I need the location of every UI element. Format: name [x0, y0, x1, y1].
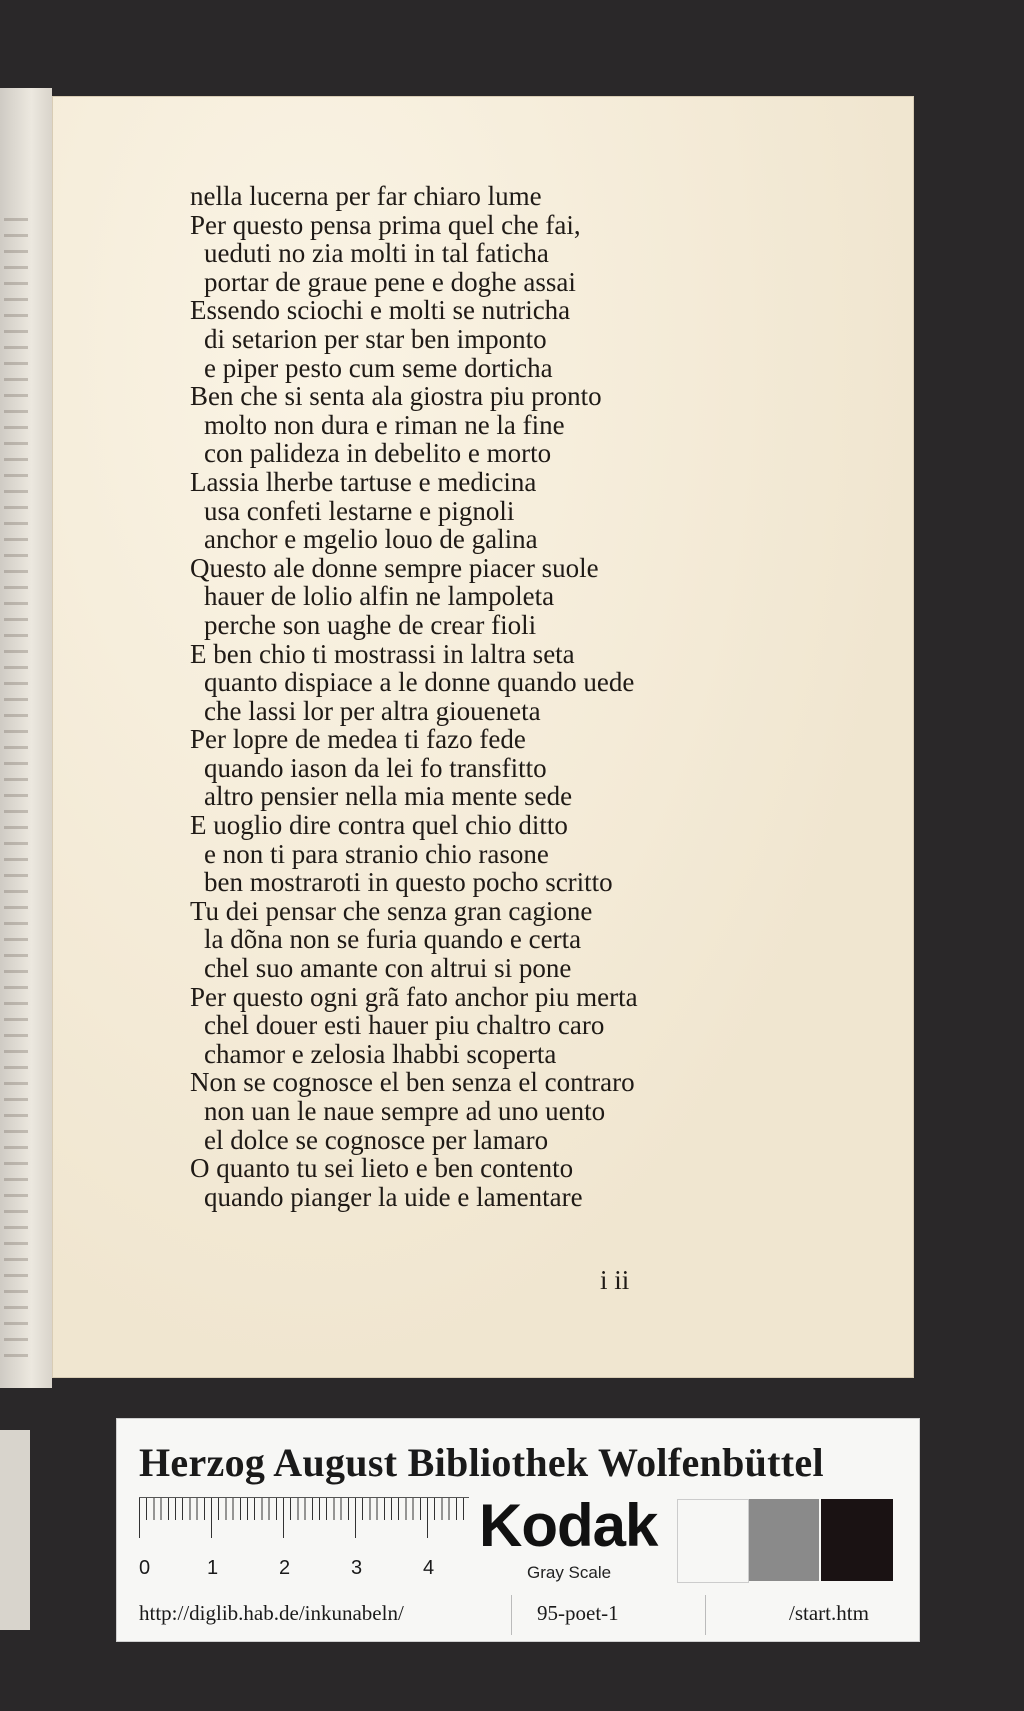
text-line: anchor e mgelio louo de galina [204, 524, 538, 555]
gray-swatch [749, 1499, 819, 1581]
text-line: molto non dura e riman ne la fine [204, 409, 565, 440]
ruler-number: 4 [423, 1557, 435, 1579]
text-line: quanto dispiace a le donne quando uede [204, 667, 635, 698]
signature-mark: i ii [600, 1265, 630, 1295]
ruler [139, 1497, 469, 1548]
text-line: hauer de lolio alfin ne lampoleta [204, 581, 555, 612]
left-page-text-shadow [4, 218, 28, 1368]
divider [705, 1595, 706, 1635]
text-line: ben mostraroti in questo pocho scritto [204, 867, 613, 898]
kodak-logo: Kodak [479, 1492, 658, 1559]
text-line: Lassia lherbe tartuse e medicina [190, 466, 537, 497]
text-line: ueduti no zia molti in tal faticha [204, 238, 549, 269]
text-line: el dolce se cognosce per lamaro [204, 1124, 549, 1155]
ruler-tick [211, 1498, 212, 1538]
text-line: la dõna non se furia quando e certa [204, 924, 582, 955]
text-line: con palideza in debelito e morto [204, 438, 552, 469]
text-line: nella lucerna per far chiaro lume [190, 181, 542, 211]
text-line: Per questo pensa prima quel che fai, [190, 209, 581, 240]
gray-scale-label: Gray Scale [527, 1563, 612, 1582]
text-line: quando iason da lei fo transfitto [204, 752, 547, 783]
url-left: http://diglib.hab.de/inkunabeln/ [139, 1601, 404, 1625]
text-line: usa confeti lestarne e pignoli [204, 495, 515, 526]
text-line: portar de graue pene e doghe assai [204, 266, 576, 297]
text-line: non uan le naue sempre ad uno uento [204, 1096, 606, 1126]
divider [511, 1595, 512, 1635]
text-line: chel suo amante con altrui si pone [204, 953, 572, 984]
url-right: /start.htm [789, 1601, 869, 1625]
text-line: Tu dei pensar che senza gran cagione [190, 895, 593, 926]
ruler-number: 1 [207, 1557, 219, 1579]
ruler-tick [283, 1498, 284, 1538]
ruler-number: 2 [279, 1557, 291, 1579]
white-swatch [677, 1499, 749, 1583]
text-line: e non ti para stranio chio rasone [204, 838, 549, 869]
text-line: Per questo ogni grã fato anchor piu merta [190, 981, 638, 1012]
poem-text [190, 182, 710, 1211]
left-page-edge [0, 88, 52, 1388]
ruler-tick [355, 1498, 356, 1538]
calibration-card [116, 1418, 920, 1642]
text-line: chel douer esti hauer piu chaltro caro [204, 1010, 605, 1041]
url-middle: 95-poet-1 [537, 1601, 619, 1625]
ruler-number: 0 [139, 1557, 151, 1579]
text-line: O quanto tu sei lieto e ben contento [190, 1153, 574, 1184]
text-line: di setarion per star ben imponto [204, 323, 547, 354]
text-line: quando pianger la uide e lamentare [204, 1181, 583, 1212]
library-title: Herzog August Bibliothek Wolfenbüttel [139, 1440, 824, 1485]
text-line: e piper pesto cum seme dorticha [204, 352, 553, 383]
text-line: Essendo sciochi e molti se nutricha [190, 295, 571, 326]
text-line: Non se cognosce el ben senza el contraro [190, 1067, 635, 1098]
text-line: che lassi lor per altra gioueneta [204, 695, 541, 726]
ruler-tick [139, 1498, 140, 1538]
black-swatch [821, 1499, 893, 1581]
text-line: Ben che si senta ala giostra piu pronto [190, 381, 602, 412]
text-line: Questo ale donne sempre piacer suole [190, 552, 599, 583]
ruler-number: 3 [351, 1557, 363, 1579]
text-line: E ben chio ti mostrassi in laltra seta [190, 638, 575, 669]
ruler-tick [427, 1498, 428, 1538]
left-tab [0, 1430, 30, 1630]
text-line: altro pensier nella mia mente sede [204, 781, 573, 812]
text-line: perche son uaghe de crear fioli [204, 609, 537, 640]
text-line: E uoglio dire contra quel chio ditto [190, 810, 568, 841]
text-line: Per lopre de medea ti fazo fede [190, 724, 526, 755]
text-line: chamor e zelosia lhabbi scoperta [204, 1038, 557, 1069]
